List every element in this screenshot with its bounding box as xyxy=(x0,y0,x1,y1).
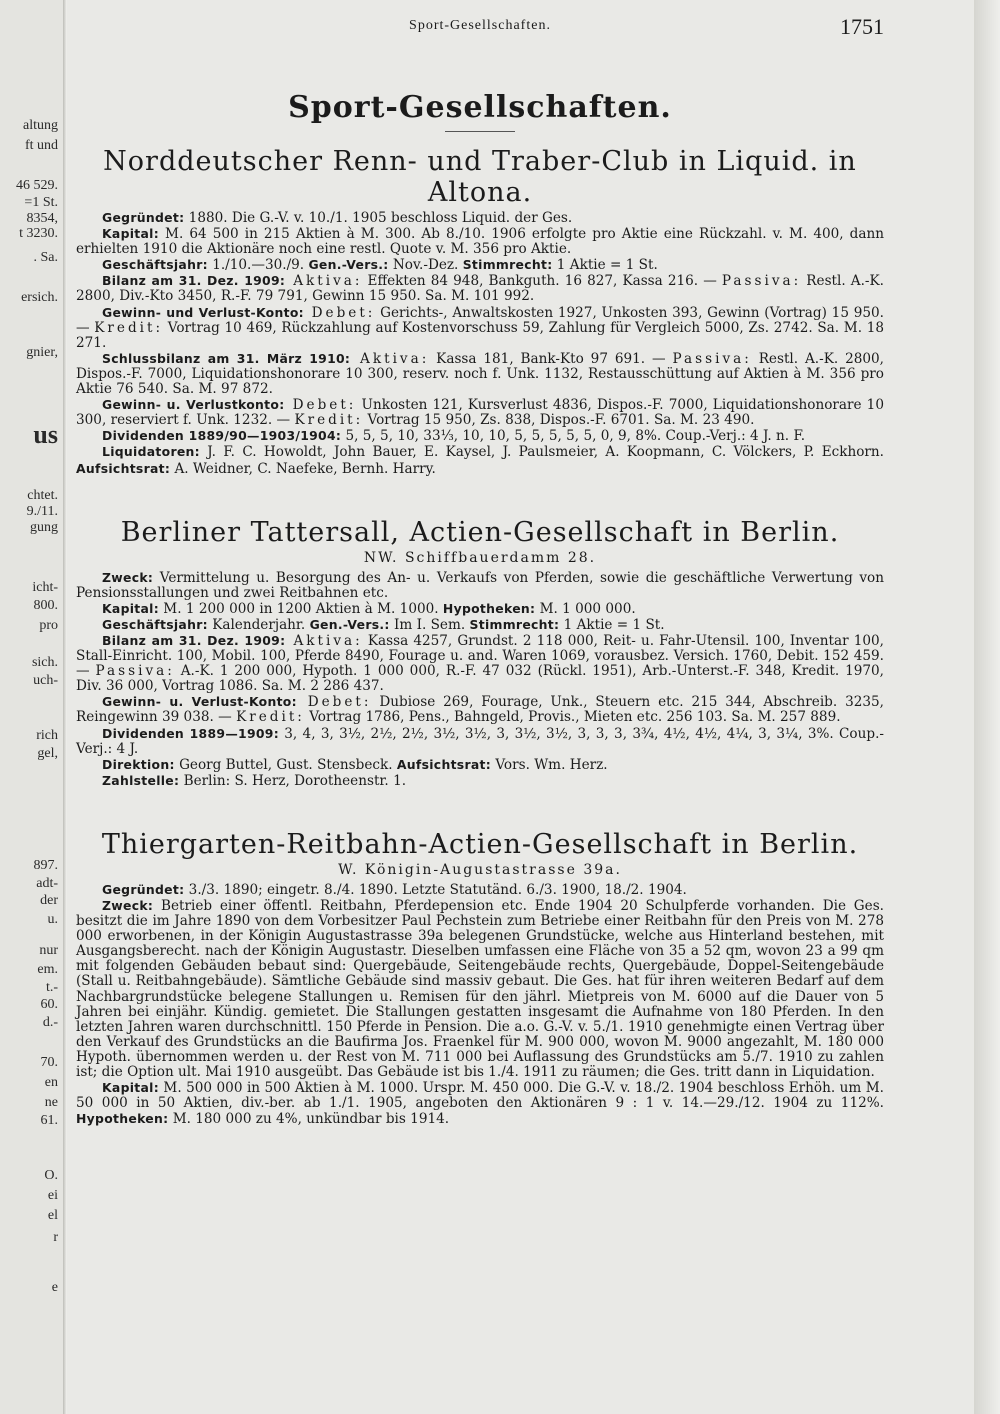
spaced-label: Kredit: xyxy=(236,709,305,726)
field-label: Gewinn- u. Verlust-Konto: xyxy=(102,694,297,710)
margin-fragment: t.- xyxy=(45,980,58,995)
field-label: Zweck: xyxy=(102,898,154,913)
field-text: Kalenderjahr. xyxy=(207,616,310,633)
entry-paragraph xyxy=(76,305,884,351)
field-text: Vortrag 1786, Pens., Bahngeld, Provis., Mieten etc. 256 103. Sa. M. 257 889. xyxy=(304,709,841,726)
field-text: M. 1 000 000. xyxy=(535,600,636,617)
margin-fragment: 70. xyxy=(40,1055,58,1070)
margin-fragment: gung xyxy=(30,520,58,535)
field-text: Im I. Sem. xyxy=(389,616,470,633)
field-text: Effekten 84 948, Bankguth. 16 827, Kassa 216. — xyxy=(362,273,722,290)
margin-fragment: ei xyxy=(47,1188,58,1203)
entry-paragraph xyxy=(76,882,884,898)
page-gutter xyxy=(63,0,67,1414)
margin-fragment: altung xyxy=(23,118,58,133)
spaced-label: Kredit: xyxy=(94,319,164,336)
margin-fragment: 46 529. xyxy=(16,178,58,193)
company-title: Norddeutscher Renn- und Traber-Club in Liquid. in Altona. xyxy=(103,146,857,208)
entry-paragraph xyxy=(76,444,884,476)
company-title: Thiergarten-Reitbahn-Actien-Gesellschaft in Berlin. xyxy=(101,828,859,860)
entry-paragraph xyxy=(76,694,884,725)
entry-paragraph xyxy=(76,273,884,304)
field-label: Dividenden 1889/90—1903/1904: xyxy=(102,428,342,444)
field-text: 1./10.—30./9. xyxy=(207,257,309,274)
entry-paragraph xyxy=(76,633,884,694)
margin-fragment: adt- xyxy=(36,876,58,891)
entry-paragraph xyxy=(76,226,884,257)
company-entry xyxy=(76,829,884,1128)
margin-fragment: us xyxy=(33,420,58,449)
entry-paragraph xyxy=(76,570,884,601)
entry-paragraph xyxy=(76,210,884,226)
margin-fragment: sich. xyxy=(31,655,58,670)
field-text: A. Weidner, C. Naefeke, Bernh. Harry. xyxy=(170,460,436,477)
spaced-label: Kredit: xyxy=(294,412,364,429)
right-page-edge xyxy=(974,0,1000,1414)
margin-fragment: nur xyxy=(39,943,58,958)
field-label: Gewinn- und Verlust-Konto: xyxy=(102,304,304,320)
field-text: 1 Aktie = 1 St. xyxy=(552,257,658,274)
field-label: Geschäftsjahr: xyxy=(102,616,208,632)
spaced-label: Aktiva: xyxy=(350,350,430,367)
field-text: Dubiose 269, Fourage, Unk., Steuern etc. 215 344, Abschreib. 3235, Reingewinn 39 038. — xyxy=(76,694,884,726)
margin-fragment: rich xyxy=(36,728,58,743)
spaced-label: Debet: xyxy=(284,397,357,414)
spaced-label: Aktiva: xyxy=(285,273,363,290)
field-text: Vors. Wm. Herz. xyxy=(491,756,608,773)
field-label: Zweck: xyxy=(102,569,154,585)
margin-fragment: O. xyxy=(44,1168,58,1183)
running-head-title: Sport-Gesellschaften. xyxy=(409,18,551,33)
field-text: Berlin: S. Herz, Dorotheenstr. 1. xyxy=(179,772,407,789)
field-text: 3, 4, 3, 3½, 2½, 2½, 3½, 3½, 3, 3½, 3½, 3, 3, 3, 3¾, 4½, 4½, 4¼, 3, 3¼, 3%. Coup.-Verj.: 4 J. xyxy=(76,725,884,757)
field-label: Zahlstelle: xyxy=(102,772,180,788)
margin-fragment: pro xyxy=(39,618,58,633)
field-text: Vortrag 10 469, Rückzahlung auf Kostenvorschuss 59, Zahlung für Vergleich 5000, Zs. 2742. Sa. M. 18 271. xyxy=(76,319,884,351)
field-label: Stimmrecht: xyxy=(462,257,553,273)
entry-paragraph xyxy=(76,428,884,444)
field-text: Restl. A.-K. 2800, Dispos.-F. 7000, Liquidationshonorare 10 300, reserv. noch f. Unk. 1132, Restausschüttung auf Aktien à M. 356 pro Aktie 76 540. Sa. M. 97 872. xyxy=(76,350,884,398)
company-address: NW. Schiffbauerdamm 28. xyxy=(363,549,597,566)
margin-fragment: 897. xyxy=(33,858,58,873)
field-text: 3./3. 1890; eingetr. 8./4. 1890. Letzte Statutänd. 6./3. 1900, 18./2. 1904. xyxy=(184,881,687,898)
field-label: Hypotheken: xyxy=(442,600,536,616)
field-label: Kapital: xyxy=(102,1080,159,1096)
margin-fragment: gel, xyxy=(37,746,58,761)
field-text: Restl. A.-K. 2800, Div.-Kto 3450, R.-F. 79 791, Gewinn 15 950. Sa. M. 101 992. xyxy=(76,273,884,305)
field-text: 5, 5, 5, 10, 33⅓, 10, 10, 5, 5, 5, 5, 5, 0, 9, 8%. Coup.-Verj.: 4 J. n. F. xyxy=(341,428,806,445)
field-text: Vermittelung u. Besorgung des An- u. Verkaufs von Pferden, sowie die geschäftliche Verwertung von Pensionsstallungen und zwei Reitbahnen etc. xyxy=(76,569,884,601)
field-label: Schlussbilanz am 31. März 1910: xyxy=(102,350,351,366)
field-text: J. F. C. Howoldt, John Bauer, E. Kaysel, J. Paulsmeier, A. Koopmann, C. Völckers, P. Eckhorn. xyxy=(199,444,884,461)
margin-fragment: gnier, xyxy=(26,345,58,360)
entries-list xyxy=(76,146,884,1127)
field-label: Stimmrecht: xyxy=(469,616,560,632)
page xyxy=(76,12,884,1167)
field-label: Kapital: xyxy=(102,600,159,616)
spaced-label: Aktiva: xyxy=(285,632,363,649)
field-label: Geschäftsjahr: xyxy=(102,257,208,273)
company-entry xyxy=(76,146,884,477)
field-label: Gegründet: xyxy=(102,881,185,897)
field-label: Gewinn- u. Verlustkonto: xyxy=(102,397,285,413)
field-label: Kapital: xyxy=(102,226,159,242)
company-entry xyxy=(76,517,884,789)
field-text: Nov.-Dez. xyxy=(388,257,463,274)
section-title: Sport-Gesellschaften. xyxy=(288,90,672,125)
title-rule xyxy=(445,131,515,132)
margin-fragment: 9./11. xyxy=(26,504,58,519)
entry-paragraph xyxy=(76,601,884,617)
field-label: Aufsichtsrat: xyxy=(76,460,171,476)
field-text: Vortrag 15 950, Zs. 838, Dispos.-F. 6701. Sa. M. 23 490. xyxy=(363,412,755,429)
field-label: Bilanz am 31. Dez. 1909: xyxy=(102,632,286,648)
field-label: Liquidatoren: xyxy=(102,444,200,460)
field-text: 1 Aktie = 1 St. xyxy=(559,616,665,633)
company-address: W. Königin-Augustastrasse 39a. xyxy=(338,861,622,878)
margin-fragment: em. xyxy=(37,962,58,977)
field-label: Hypotheken: xyxy=(76,1111,169,1127)
field-text: Kassa 181, Bank-Kto 97 691. — xyxy=(429,350,673,367)
margin-fragment: en xyxy=(44,1075,58,1090)
field-text: M. 500 000 in 500 Aktien à M. 1000. Urspr. M. 450 000. Die G.-V. v. 18./2. 1904 beschloss Erhöh. um M. 50 000 in 50 Aktien, div.-ber. ab 1./1. 1905, angeboten den Aktionären 9 : 1 v. 14.—29./12. 1904 zu 112%. xyxy=(76,1080,884,1112)
field-text: Betrieb einer öffentl. Reitbahn, Pferdepension etc. Ende 1904 20 Schulpferde vorhanden. Die Ges. besitzt die im Jahre 1890 von dem Vorbesitzer Paul Pechstein zum Betriebe einer Reitbahn für den Preis von M. 278 000 erworbenen, in der Königin Augustastrasse 39a belegenen Grundstücke, welche aus Hinterland bestehen, mit Ausgangsberecht. nach der Königin Augustastr. Dieselben umfassen eine Fläche von 35 a 52 qm, wovon 23 a 99 qm mit folgenden Gebäuden bebaut sind: Quergebäude, Seitengebäude rechts, Quergebäude, Doppel-Seitengebäude (Stall u. Reitbahngebäude). Sämtliche Gebäude sind massiv gebaut. Die Ges. hat für ihren weiteren Bedarf auf dem Nachbargrundstücke belegene Stallungen u. Remisen für den jährl. Mietpreis von M. 6000 auf die Dauer von 5 Jahren bei einjähr. Kündig. gemietet. Die Stallungen gestatten insgesamt die Aufnahme von 180 Pferden. In den letzten Jahren waren durchschnittl. 150 Pferde in Pension. Die a.o. G.-V. v. 5./1. 1910 genehmigte einen Vertrag über den Verkauf des Grundstücks an die Baufirma Jos. Fraenkel für M. 900 000, wovon M. 9000 angezahlt, M. 180 000 Hypoth. übernommen werden u. der Rest von M. 711 000 bei Auflassung des Grundstücks am 5./7. 1910 zu zahlen ist; die Option ult. Mai 1910 ausgeübt. Das Gebäude ist bis 1./4. 1911 zu räumen; die Ges. tritt dann in Liquidation. xyxy=(76,898,884,1081)
entry-paragraph xyxy=(76,1080,884,1127)
company-title: Berliner Tattersall, Actien-Gesellschaft in Berlin. xyxy=(120,516,840,548)
spaced-label: Passiva: xyxy=(672,350,752,367)
margin-fragment: ersich. xyxy=(21,290,58,305)
margin-fragment: t 3230. xyxy=(19,226,58,241)
entry-paragraph xyxy=(76,257,884,273)
spaced-label: Passiva: xyxy=(721,273,802,290)
field-label: Gen.-Vers.: xyxy=(308,257,389,273)
margin-fragment: icht- xyxy=(32,580,58,595)
entry-paragraph xyxy=(76,351,884,397)
margin-fragment: 61. xyxy=(40,1113,58,1128)
margin-fragment: . Sa. xyxy=(33,250,58,265)
field-text: Unkosten 121, Kursverlust 4836, Dispos.-F. 7000, Liquidationshonorare 10 300, reserviert f. Unk. 1232. — xyxy=(76,397,884,429)
field-text: M. 1 200 000 in 1200 Aktien à M. 1000. xyxy=(158,600,443,617)
entry-paragraph xyxy=(76,757,884,773)
field-label: Aufsichtsrat: xyxy=(396,756,492,772)
field-label: Bilanz am 31. Dez. 1909: xyxy=(102,273,286,289)
margin-fragment: d.- xyxy=(42,1015,58,1030)
field-text: M. 180 000 zu 4%, unkündbar bis 1914. xyxy=(168,1111,450,1128)
spaced-label: Debet: xyxy=(303,304,376,321)
field-text: A.-K. 1 200 000, Hypoth. 1 000 000, R.-F. 47 032 (Rückl. 1951), Arb.-Unterst.-F. 348, Kredit. 1970, Div. 36 000, Vortrag 1086. Sa. M. 2 286 437. xyxy=(76,663,884,695)
margin-fragment: el xyxy=(47,1208,58,1223)
left-margin-strip xyxy=(0,0,66,1414)
margin-fragment: chtet. xyxy=(27,488,58,503)
field-text: M. 64 500 in 215 Aktien à M. 300. Ab 8./10. 1906 erfolgte pro Aktie eine Rückzahl. v. M. 400, dann erhielten 1910 die Aktionäre noch eine restl. Quote v. M. 356 pro Aktie. xyxy=(76,226,884,258)
margin-fragment: ft und xyxy=(24,138,58,153)
margin-fragment: =1 St. xyxy=(24,195,58,210)
margin-fragment: r xyxy=(53,1230,58,1245)
entry-paragraph xyxy=(76,898,884,1080)
margin-fragment: u. xyxy=(47,912,58,927)
margin-fragment: uch- xyxy=(33,673,58,688)
entry-paragraph xyxy=(76,617,884,633)
margin-fragment: e xyxy=(51,1280,58,1295)
margin-fragment: 8354, xyxy=(26,211,58,226)
field-text: Georg Buttel, Gust. Stensbeck. xyxy=(174,756,397,773)
running-head xyxy=(76,12,884,46)
margin-fragment: 800. xyxy=(33,598,58,613)
field-label: Gen.-Vers.: xyxy=(309,616,390,632)
field-text: Kassa 4257, Grundst. 2 118 000, Reit- u. Fahr-Utensil. 100, Inventar 100, Stall-Einricht. 100, Mobil. 100, Pferde 8490, Fourage u. and. Waren 1069, vorausbez. Versich. 1760, Debit. 152 459. — xyxy=(76,632,884,680)
field-label: Gegründet: xyxy=(102,210,185,225)
margin-fragment: 60. xyxy=(40,997,58,1012)
margin-fragment: ne xyxy=(44,1095,58,1110)
margin-fragment: der xyxy=(40,893,58,908)
field-text: Gerichts-, Anwaltskosten 1927, Unkosten 393, Gewinn (Vortrag) 15 950. — xyxy=(76,304,884,336)
spaced-label: Debet: xyxy=(296,694,372,711)
field-label: Direktion: xyxy=(102,756,175,772)
entry-paragraph xyxy=(76,773,884,789)
entry-paragraph xyxy=(76,726,884,757)
field-label: Dividenden 1889—1909: xyxy=(102,725,279,741)
spaced-label: Passiva: xyxy=(95,663,175,680)
field-text: 1880. Die G.-V. v. 10./1. 1905 beschloss Liquid. der Ges. xyxy=(184,210,573,226)
page-number: 1751 xyxy=(840,14,884,39)
entry-paragraph xyxy=(76,397,884,428)
